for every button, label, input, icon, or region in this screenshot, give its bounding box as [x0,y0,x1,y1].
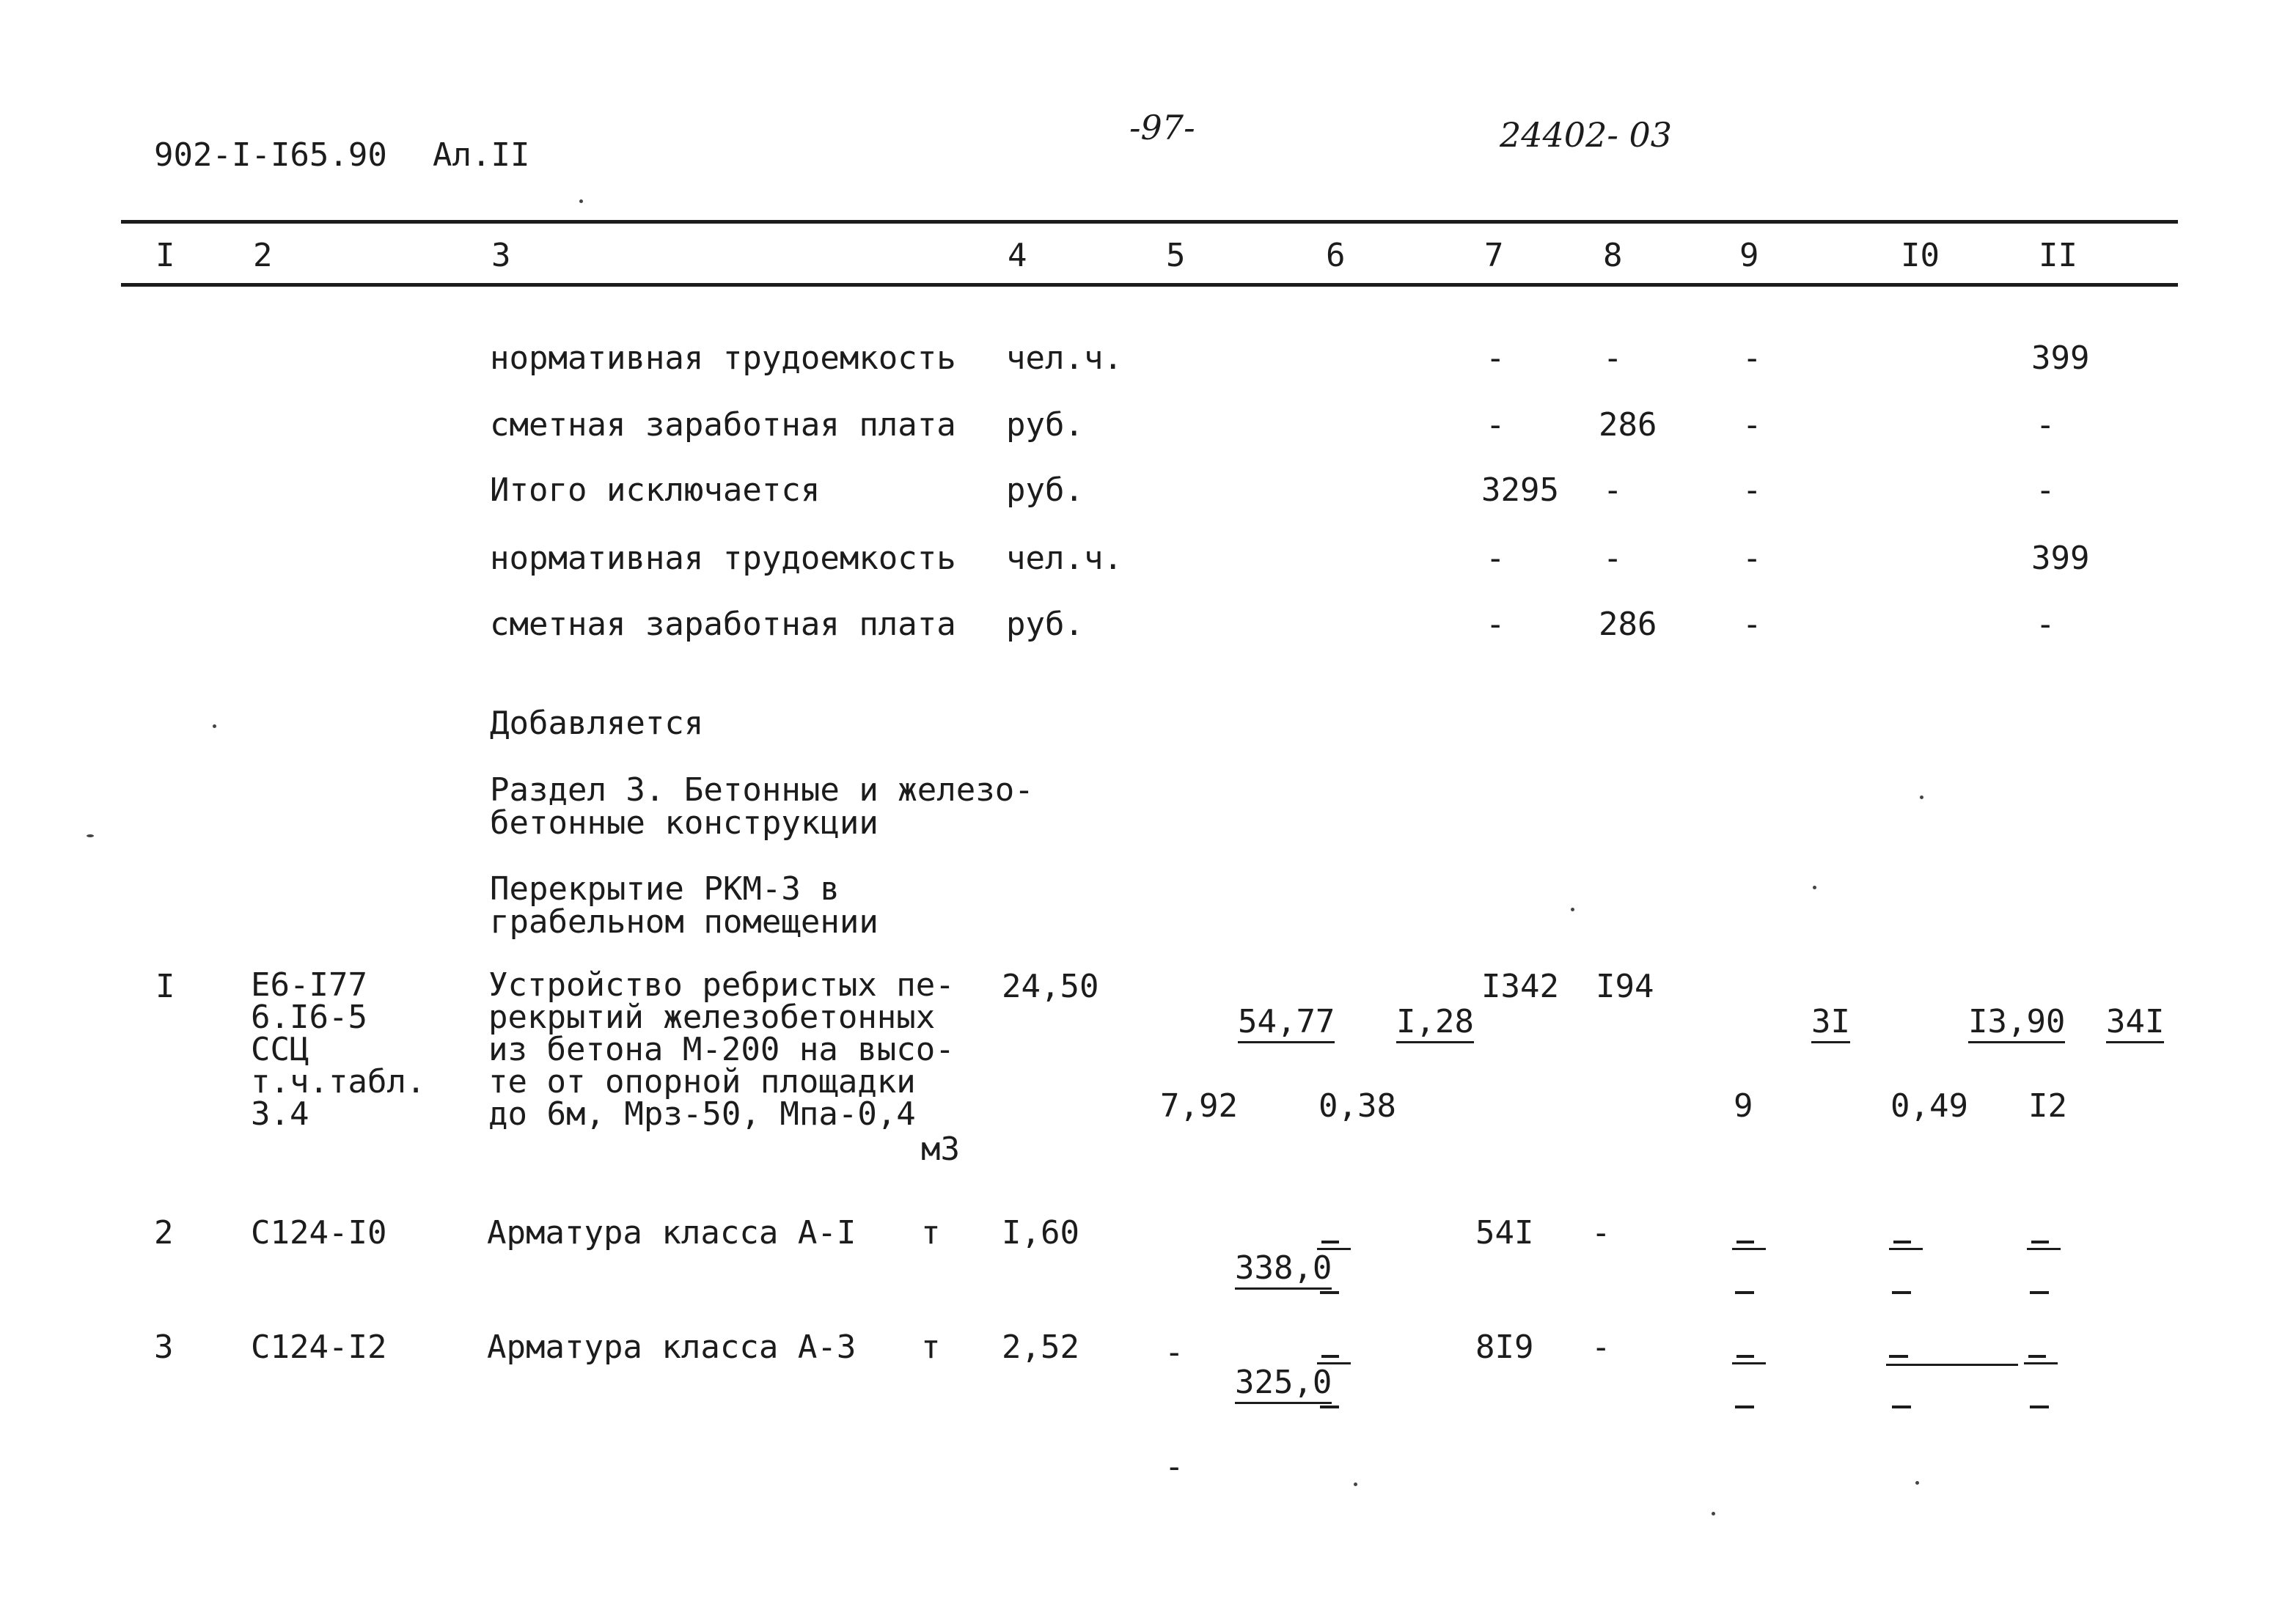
row-col11: 399 [2031,339,2090,377]
column-header-10: I0 [1901,237,1940,274]
row-name: сметная заработная плата [490,606,956,643]
item-code-line: 3.4 [251,1095,309,1133]
item-code-line: С124-I0 [251,1214,387,1252]
column-header-9: 9 [1739,237,1759,274]
row-unit: руб. [1006,471,1084,509]
col6-empty-fraction [1317,1239,1351,1253]
item-unit: т [921,1329,941,1366]
item-code-line: 6.I6-5 [251,999,367,1036]
row-name: сметная заработная плата [490,406,956,444]
item-quantity: 2,52 [1002,1329,1079,1366]
item-code-line: С124-I2 [251,1329,387,1366]
row-name: нормативная трудоемкость [490,339,956,377]
row-col8: - [1603,471,1623,509]
document-code: 902-I-I65.90 [154,136,387,174]
scan-speck [1915,1481,1919,1485]
row-col9: - [1742,471,1762,509]
item-col7: 54I [1475,1214,1534,1252]
item-description-line: Арматура класса А-I [487,1214,857,1252]
page-number: -97- [1129,108,1195,147]
item-description-line: рекрытий железобетонных [488,999,936,1036]
scan-speck [579,199,583,203]
item-col8: I94 [1596,968,1654,1005]
row-col7: - [1486,606,1505,643]
row-col9: - [1742,406,1762,444]
section-title-line2: бетонные конструкции [490,804,879,842]
fraction-denominator: - [1164,1334,1184,1371]
scan-speck [1354,1482,1357,1486]
column-header-6: 6 [1326,237,1346,274]
row-col7: - [1486,540,1505,577]
col11-empty-fraction [2027,1239,2061,1253]
fraction-denominator: 0,38 [1318,1087,1396,1125]
scan-speck [87,834,94,837]
col9-empty-fraction [1732,1353,1766,1367]
column-header-3: 3 [491,237,511,274]
row-col11: - [2036,406,2055,444]
column-header-2: 2 [253,237,273,274]
item-code-line: Е6-I77 [251,966,367,1004]
item-code-line: т.ч.табл. [251,1063,426,1101]
section-title-line1: Раздел 3. Бетонные и железо- [490,771,1034,809]
fraction-denominator: - [1164,1448,1184,1485]
fraction-denominator: 7,92 [1160,1087,1238,1125]
row-col9: - [1742,339,1762,377]
scan-speck [213,724,216,728]
item-description-line: те от опорной площадки [488,1063,916,1101]
fraction-numerator: 338,0 [1235,1251,1332,1290]
added-heading: Добавляется [490,705,704,742]
fraction-numerator: 54,77 [1238,1004,1335,1043]
col5-fraction [1157,1330,1332,1555]
item-quantity: 24,50 [1002,968,1099,1005]
row-col9: - [1742,606,1762,643]
item-col7: I342 [1481,968,1559,1005]
table-header-bottom-rule [121,283,2178,287]
fraction-denominator: 0,49 [1890,1087,1968,1125]
row-col7: - [1486,339,1505,377]
fraction-numerator: 325,0 [1235,1365,1332,1404]
item-description-line: Арматура класса А-3 [487,1329,857,1366]
album-label: Ал.II [433,136,530,174]
item-col7: 8I9 [1475,1329,1534,1366]
col9-fraction [1734,969,1850,1194]
row-col8: - [1603,339,1623,377]
col10-empty-denominator [1892,1285,1911,1298]
archive-number: 24402- 03 [1500,115,1673,155]
row-unit: чел.ч. [1006,339,1123,377]
col11-empty-denominator [2030,1285,2049,1298]
item-number: 2 [154,1214,174,1252]
col6-empty-fraction [1317,1353,1351,1367]
fraction-numerator: 3I [1811,1004,1850,1043]
fraction-denominator: 9 [1734,1087,1753,1125]
col6-empty-denominator [1320,1285,1339,1298]
fraction-numerator: I,28 [1396,1004,1474,1043]
item-col8: - [1591,1214,1611,1252]
item-number: I [155,968,175,1005]
scan-speck [1813,886,1816,889]
col5-fraction [1160,969,1335,1194]
fraction-numerator: I3,90 [1968,1004,2065,1043]
row-col11: - [2036,606,2055,643]
subsection-title-line1: Перекрытие РКМ-3 в [490,870,840,908]
col11-empty-fraction [2024,1353,2058,1367]
column-header-5: 5 [1166,237,1186,274]
column-header-7: 7 [1484,237,1504,274]
row-col7: - [1486,406,1505,444]
row-col8: 286 [1599,606,1657,643]
fraction-denominator: I2 [2028,1087,2067,1125]
column-header-8: 8 [1603,237,1623,274]
table-top-rule [121,220,2178,224]
row-name: Итого исключается [490,471,821,509]
item-quantity: I,60 [1002,1214,1079,1252]
item-col8: - [1591,1329,1611,1366]
row-col7: 3295 [1481,471,1559,509]
scan-speck [1571,908,1574,911]
item-code-line: ССЦ [251,1031,309,1068]
scan-speck [1920,796,1923,799]
subsection-title-line2: грабельном помещении [490,903,879,941]
row-name: нормативная трудоемкость [490,540,956,577]
item-description-line: до 6м, Мрз-50, Мпа-0,4 [488,1095,916,1133]
col9-empty-denominator [1735,1285,1754,1298]
item-description-line: Устройство ребристых пе- [488,966,955,1004]
row-col8: 286 [1599,406,1657,444]
col10-empty-fraction [1889,1239,1923,1253]
fraction-numerator: 34I [2106,1004,2164,1043]
col11-empty-denominator [2030,1399,2049,1413]
item-unit: т [921,1214,941,1252]
row-col8: - [1603,540,1623,577]
column-header-1: I [155,237,175,274]
row-unit: чел.ч. [1006,540,1123,577]
col10-empty-fraction [1886,1353,2018,1366]
row-col11: - [2036,471,2055,509]
col9-empty-denominator [1735,1399,1754,1413]
item-description-line: из бетона М-200 на высо- [488,1031,955,1068]
col11-fraction [2028,969,2164,1194]
col10-empty-denominator [1892,1399,1911,1413]
row-col9: - [1742,540,1762,577]
item-unit: м3 [921,1131,960,1168]
row-unit: руб. [1006,406,1084,444]
scan-speck [1712,1512,1715,1515]
item-number: 3 [154,1329,174,1366]
col6-empty-denominator [1320,1399,1339,1413]
column-header-4: 4 [1008,237,1027,274]
row-unit: руб. [1006,606,1084,643]
column-header-11: II [2039,237,2077,274]
row-col11: 399 [2031,540,2090,577]
col9-empty-fraction [1732,1239,1766,1253]
col6-fraction [1318,969,1474,1194]
